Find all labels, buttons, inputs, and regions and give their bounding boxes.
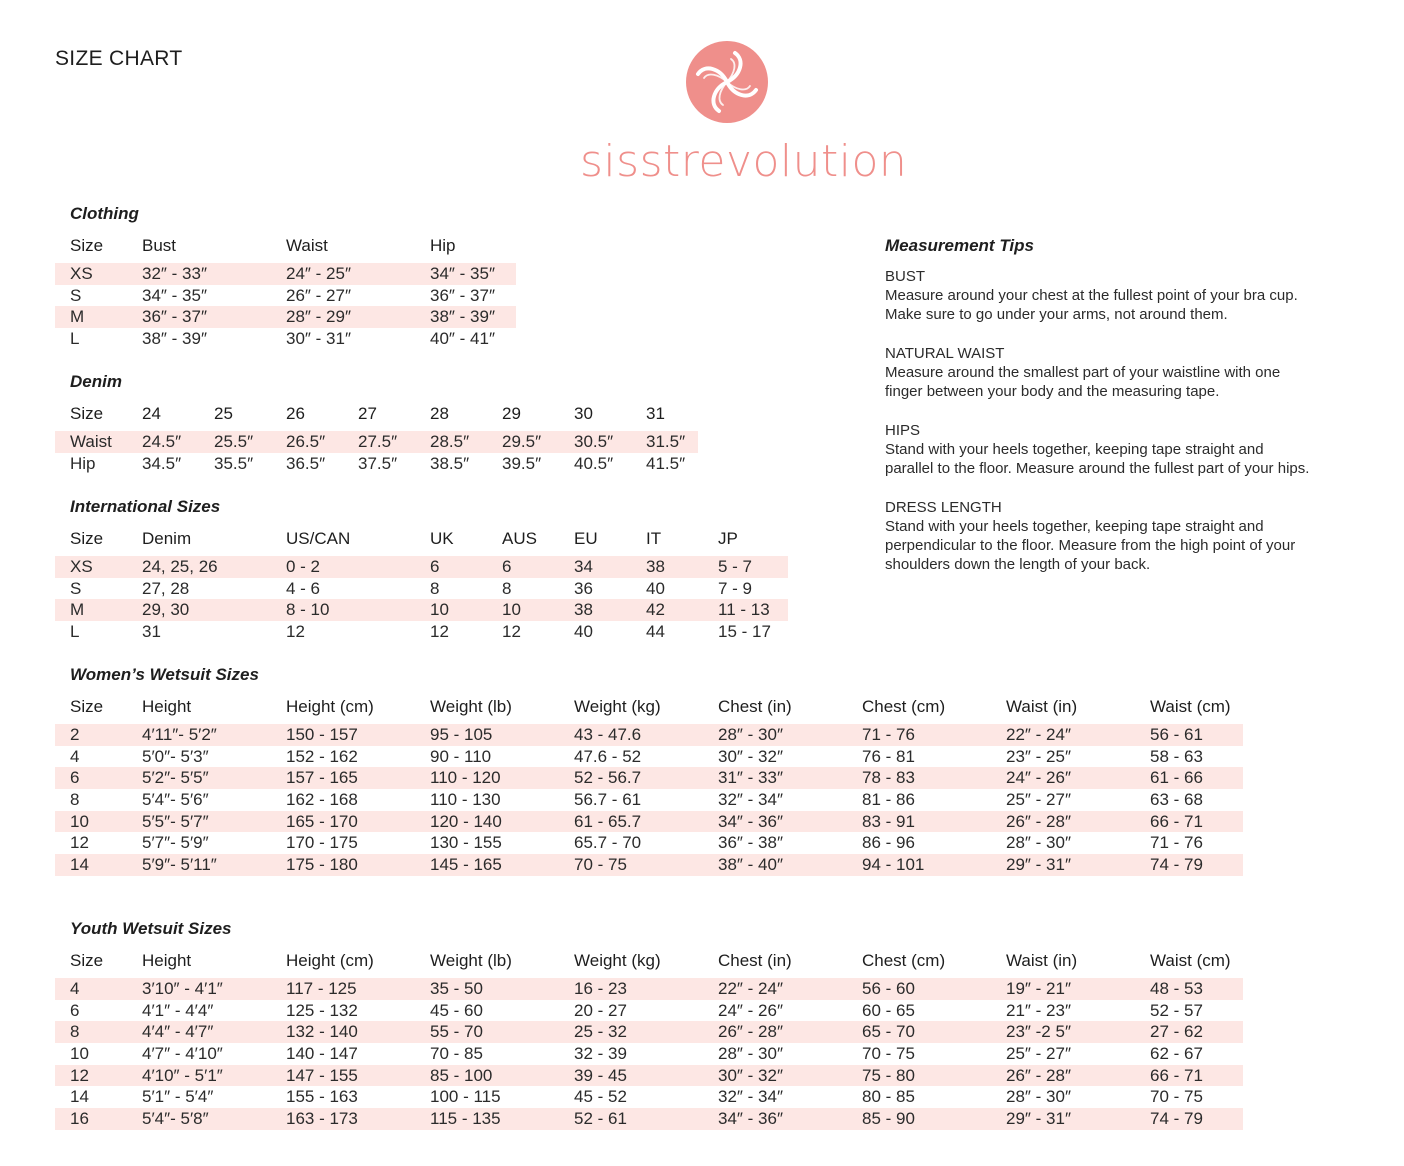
table-cell: 4: [70, 979, 80, 998]
table-cell: 23″ -2 5″: [1006, 1022, 1071, 1042]
table-cell: 12: [70, 833, 89, 853]
table-cell: 175 - 180: [286, 855, 358, 875]
table-cell: 76 - 81: [862, 746, 915, 766]
column-header: Height (cm): [286, 697, 374, 716]
table-cell: 7 - 9: [718, 578, 753, 598]
table-cell: 26″ - 28″: [718, 1022, 783, 1042]
table-cell: 25 - 32: [574, 1022, 627, 1042]
tip-text: Measure around the smallest part of your waistline with one: [885, 364, 1281, 381]
table-cell: 36″ - 38″: [718, 833, 783, 853]
table-cell: 24.5″: [142, 432, 182, 451]
table-row: [55, 978, 1243, 1000]
table-cell: 35.5″: [214, 453, 254, 473]
table-cell: 32 - 39: [574, 1044, 627, 1064]
table-row: [55, 263, 516, 285]
table-cell: 36″ - 37″: [430, 285, 495, 305]
table-cell: 30.5″: [574, 432, 614, 451]
table-cell: 40: [574, 622, 593, 642]
table-cell: 14: [70, 1087, 89, 1107]
table-cell: 23″ - 25″: [1006, 746, 1071, 766]
table-cell: 115 - 135: [430, 1109, 501, 1129]
table-cell: 14: [70, 855, 89, 875]
table-cell: 85 - 90: [862, 1109, 915, 1129]
table-cell: 80 - 85: [862, 1087, 915, 1107]
table-cell: 10: [70, 811, 89, 831]
table-cell: 36: [574, 578, 593, 598]
table-cell: 27, 28: [142, 578, 190, 598]
table-cell: 117 - 125: [286, 979, 357, 998]
table-cell: 48 - 53: [1150, 979, 1203, 998]
column-header: JP: [718, 529, 738, 548]
tip-text: Measure around your chest at the fullest point of your bra cup.: [885, 287, 1298, 304]
table-cell: 38″ - 39″: [430, 307, 495, 327]
measurement-tips: [885, 236, 1355, 594]
table-cell: 90 - 110: [430, 746, 492, 766]
table-cell: 28″ - 30″: [718, 1044, 783, 1064]
table-row: [55, 811, 1243, 833]
table-cell: 29, 30: [142, 600, 190, 620]
column-header: Size: [70, 404, 104, 423]
tip-item: [885, 344, 1355, 401]
table-cell: 163 - 173: [286, 1109, 358, 1129]
youth-wetsuit-title: Youth Wetsuit Sizes: [70, 919, 232, 938]
table-cell: 140 - 147: [286, 1044, 358, 1064]
table-cell: 5′4″- 5′8″: [142, 1109, 209, 1129]
table-cell: 25″ - 27″: [1006, 790, 1071, 810]
table-header: [55, 696, 1243, 718]
column-header: Height: [142, 697, 192, 716]
table-cell: 22″ - 24″: [718, 979, 783, 998]
table-cell: 8: [70, 790, 80, 810]
womens-wetsuit-title: Women’s Wetsuit Sizes: [70, 665, 259, 684]
table-cell: 132 - 140: [286, 1022, 358, 1042]
column-header: 28: [430, 404, 449, 423]
tip-text: shoulders down the length of your back.: [885, 556, 1151, 573]
tip-text: parallel to the floor. Measure around the fullest part of your hips.: [885, 460, 1310, 477]
column-header: Weight (lb): [430, 951, 512, 970]
column-header: Size: [70, 529, 104, 548]
table-cell: M: [70, 307, 85, 327]
table-cell: 12: [70, 1065, 89, 1085]
table-cell: 44: [646, 622, 665, 642]
table-cell: 30″ - 32″: [718, 1065, 783, 1085]
table-row: [55, 285, 516, 307]
table-cell: 22″ - 24″: [1006, 725, 1071, 744]
table-cell: 34: [574, 557, 593, 576]
table-cell: 25″ - 27″: [1006, 1044, 1071, 1064]
table-row: [55, 1086, 1243, 1108]
column-header: Size: [70, 697, 104, 716]
table-cell: 38″ - 39″: [142, 329, 207, 349]
table-cell: 37.5″: [358, 453, 398, 473]
table-row: [55, 767, 1243, 789]
table-cell: 42: [646, 600, 665, 620]
clothing-title: Clothing: [70, 204, 139, 223]
table-cell: 24″ - 25″: [286, 264, 351, 283]
table-cell: 86 - 96: [862, 833, 915, 853]
table-cell: 15 - 17: [718, 622, 771, 642]
brand-logo: [580, 40, 908, 190]
table-row: [55, 599, 788, 621]
table-row: [55, 1021, 1243, 1043]
table-cell: 4′7″ - 4′10″: [142, 1044, 223, 1064]
table-cell: 31: [142, 622, 161, 642]
tips-title: Measurement Tips: [885, 236, 1034, 255]
table-cell: 24″ - 26″: [1006, 768, 1071, 788]
table-cell: 5′0″- 5′3″: [142, 746, 209, 766]
table-cell: 58 - 63: [1150, 746, 1203, 766]
table-cell: 10: [502, 600, 521, 620]
table-cell: 4′10″ - 5′1″: [142, 1065, 223, 1085]
table-cell: 35 - 50: [430, 979, 483, 998]
table-cell: 65.7 - 70: [574, 833, 642, 853]
table-cell: 94 - 101: [862, 855, 925, 875]
column-header: Waist (in): [1006, 697, 1078, 716]
table-cell: 28.5″: [430, 432, 470, 451]
table-cell: Waist: [70, 432, 112, 451]
table-row: [55, 306, 516, 328]
table-cell: XS: [70, 264, 93, 283]
column-header: Denim: [142, 529, 192, 548]
tip-text: perpendicular to the floor. Measure from the high point of your: [885, 537, 1296, 554]
table-row: [55, 453, 698, 475]
table-row: [55, 328, 516, 350]
table-cell: S: [70, 578, 82, 598]
tip-text: finger between your body and the measuring tape.: [885, 383, 1220, 400]
table-cell: 70 - 75: [574, 855, 627, 875]
table-cell: 70 - 85: [430, 1044, 483, 1064]
table-cell: 52 - 61: [574, 1109, 627, 1129]
table-cell: 110 - 130: [430, 790, 501, 810]
column-header: Chest (cm): [862, 951, 946, 970]
column-header: Chest (in): [718, 697, 792, 716]
table-cell: 3′10″ - 4′1″: [142, 979, 223, 998]
table-row: [55, 789, 1243, 811]
column-header: Bust: [142, 236, 177, 255]
column-header: Waist (in): [1006, 951, 1078, 970]
table-cell: 65 - 70: [862, 1022, 915, 1042]
table-cell: 83 - 91: [862, 811, 915, 831]
table-cell: 43 - 47.6: [574, 725, 642, 744]
table-cell: 56 - 61: [1150, 725, 1203, 744]
table-row: [55, 746, 1243, 768]
table-cell: 81 - 86: [862, 790, 915, 810]
swirl-logo-icon: [580, 40, 880, 130]
table-cell: 39.5″: [502, 453, 542, 473]
table-cell: 157 - 165: [286, 768, 358, 788]
table-cell: 5′7″- 5′9″: [142, 833, 209, 853]
table-cell: 47.6 - 52: [574, 746, 642, 766]
table-cell: 85 - 100: [430, 1065, 493, 1085]
table-row: [55, 854, 1243, 876]
denim-title: Denim: [70, 372, 122, 391]
table-row: [55, 1043, 1243, 1065]
column-header: 30: [574, 404, 593, 423]
table-cell: 125 - 132: [286, 1000, 358, 1020]
table-cell: 52 - 57: [1150, 1000, 1203, 1020]
table-cell: 56.7 - 61: [574, 790, 642, 810]
column-header: 24: [142, 404, 161, 423]
table-row: [55, 1000, 1243, 1022]
table-cell: 147 - 155: [286, 1065, 358, 1085]
table-cell: 36″ - 37″: [142, 307, 207, 327]
table-cell: 38.5″: [430, 453, 470, 473]
table-cell: 26″ - 28″: [1006, 811, 1071, 831]
table-cell: 4′11″- 5′2″: [142, 725, 217, 744]
table-cell: 100 - 115: [430, 1087, 501, 1107]
table-row: [55, 724, 1243, 746]
table-cell: 62 - 67: [1150, 1044, 1203, 1064]
table-cell: 26″ - 27″: [286, 285, 351, 305]
tip-heading: DRESS LENGTH: [885, 499, 1002, 516]
column-header: Weight (lb): [430, 697, 512, 716]
table-cell: 29″ - 31″: [1006, 1109, 1071, 1129]
table-cell: 5 - 7: [718, 557, 753, 576]
table-cell: 28″ - 29″: [286, 307, 351, 327]
table-cell: 6: [70, 768, 80, 788]
table-cell: 5′5″- 5′7″: [142, 811, 209, 831]
table-cell: 40″ - 41″: [430, 329, 495, 349]
table-cell: 4 - 6: [286, 578, 321, 598]
column-header: Size: [70, 951, 104, 970]
table-cell: 32″ - 33″: [142, 264, 207, 283]
table-cell: 19″ - 21″: [1006, 979, 1071, 998]
youth-wetsuit-table: [55, 950, 1243, 1130]
table-cell: 34″ - 36″: [718, 1109, 783, 1129]
table-row: [55, 578, 788, 600]
table-cell: 4′1″ - 4′4″: [142, 1000, 214, 1020]
table-cell: 36.5″: [286, 453, 326, 473]
table-header: [55, 950, 1243, 972]
table-cell: 28″ - 30″: [1006, 833, 1071, 853]
table-cell: 95 - 105: [430, 725, 493, 744]
tip-item: [885, 267, 1355, 324]
table-cell: 71 - 76: [862, 725, 915, 744]
column-header: Size: [70, 236, 104, 255]
table-cell: 74 - 79: [1150, 855, 1203, 875]
table-cell: 6: [70, 1000, 80, 1020]
table-cell: 70 - 75: [1150, 1087, 1203, 1107]
table-cell: 16: [70, 1109, 89, 1129]
tip-item: [885, 421, 1355, 478]
table-cell: 152 - 162: [286, 746, 358, 766]
table-cell: 63 - 68: [1150, 790, 1203, 810]
table-cell: 12: [430, 622, 449, 642]
table-cell: 155 - 163: [286, 1087, 358, 1107]
table-row: [55, 431, 698, 453]
table-cell: 75 - 80: [862, 1065, 915, 1085]
table-cell: 27 - 62: [1150, 1022, 1203, 1042]
column-header: Height (cm): [286, 951, 374, 970]
table-row: [55, 556, 788, 578]
column-header: Waist (cm): [1150, 697, 1231, 716]
table-cell: 29.5″: [502, 432, 542, 451]
column-header: 26: [286, 404, 305, 423]
international-table: [55, 528, 788, 643]
table-cell: M: [70, 600, 85, 620]
table-cell: 28″ - 30″: [1006, 1087, 1071, 1107]
womens-wetsuit-table: [55, 696, 1243, 876]
tip-text: Stand with your heels together, keeping tape straight and: [885, 518, 1264, 535]
column-header: Weight (kg): [574, 697, 661, 716]
column-header: Chest (cm): [862, 697, 946, 716]
table-header: [55, 235, 516, 257]
column-header: 29: [502, 404, 521, 423]
table-cell: 162 - 168: [286, 790, 358, 810]
table-cell: 70 - 75: [862, 1044, 915, 1064]
table-row: [55, 1108, 1243, 1130]
table-header: [55, 528, 788, 550]
table-cell: 120 - 140: [430, 811, 502, 831]
table-cell: 5′9″- 5′11″: [142, 855, 217, 875]
tip-text: Make sure to go under your arms, not around them.: [885, 306, 1228, 323]
table-cell: 5′1″ - 5′4″: [142, 1087, 214, 1107]
table-cell: Hip: [70, 453, 96, 473]
table-cell: 2: [70, 725, 80, 744]
table-cell: 40.5″: [574, 453, 614, 473]
column-header: 31: [646, 404, 665, 423]
table-cell: 170 - 175: [286, 833, 358, 853]
table-cell: L: [70, 329, 80, 349]
table-cell: 24″ - 26″: [718, 1000, 783, 1020]
table-cell: 25.5″: [214, 432, 254, 451]
table-header: [55, 403, 698, 425]
table-cell: 29″ - 31″: [1006, 855, 1071, 875]
table-cell: 34.5″: [142, 453, 182, 473]
brand-name: sisstrevolution: [580, 136, 908, 187]
table-cell: 66 - 71: [1150, 1065, 1203, 1085]
table-cell: 145 - 165: [430, 855, 502, 875]
table-cell: 26.5″: [286, 432, 326, 451]
table-cell: 8: [70, 1022, 80, 1042]
tip-item: [885, 498, 1355, 574]
table-cell: 56 - 60: [862, 979, 915, 998]
table-cell: 38: [646, 557, 665, 576]
table-cell: 31″ - 33″: [718, 768, 783, 788]
table-cell: 5′4″- 5′6″: [142, 790, 209, 810]
column-header: Waist (cm): [1150, 951, 1231, 970]
table-cell: 38: [574, 600, 593, 620]
table-cell: 45 - 60: [430, 1000, 483, 1020]
table-cell: 55 - 70: [430, 1022, 483, 1042]
tip-text: Stand with your heels together, keeping tape straight and: [885, 441, 1264, 458]
table-cell: 24, 25, 26: [142, 557, 218, 576]
tip-heading: HIPS: [885, 422, 921, 439]
table-cell: 32″ - 34″: [718, 1087, 783, 1107]
column-header: AUS: [502, 529, 537, 548]
international-title: International Sizes: [70, 497, 221, 516]
table-cell: L: [70, 622, 80, 642]
table-cell: 34″ - 36″: [718, 811, 783, 831]
table-cell: 12: [502, 622, 521, 642]
table-row: [55, 1065, 1243, 1087]
column-header: Waist: [286, 236, 328, 255]
column-header: EU: [574, 529, 598, 548]
table-cell: 5′2″- 5′5″: [142, 768, 209, 788]
table-cell: 78 - 83: [862, 768, 915, 788]
table-cell: 40: [646, 578, 665, 598]
table-cell: 45 - 52: [574, 1087, 627, 1107]
table-cell: 16 - 23: [574, 979, 627, 998]
column-header: 27: [358, 404, 377, 423]
table-cell: 28″ - 30″: [718, 725, 783, 744]
table-cell: 20 - 27: [574, 1000, 627, 1020]
table-cell: 27.5″: [358, 432, 398, 451]
table-cell: 0 - 2: [286, 557, 321, 576]
column-header: IT: [646, 529, 662, 548]
table-cell: 30″ - 31″: [286, 329, 351, 349]
table-cell: 34″ - 35″: [142, 285, 207, 305]
table-cell: 4′4″ - 4′7″: [142, 1022, 214, 1042]
table-cell: 41.5″: [646, 453, 686, 473]
column-header: UK: [430, 529, 454, 548]
table-cell: S: [70, 285, 82, 305]
column-header: Weight (kg): [574, 951, 661, 970]
column-header: Hip: [430, 236, 456, 255]
table-cell: 150 - 157: [286, 725, 358, 744]
table-cell: 30″ - 32″: [718, 746, 783, 766]
table-cell: 8: [502, 578, 512, 598]
table-cell: 6: [502, 557, 512, 576]
table-cell: XS: [70, 557, 93, 576]
table-cell: 21″ - 23″: [1006, 1000, 1071, 1020]
table-cell: 38″ - 40″: [718, 855, 783, 875]
table-cell: 74 - 79: [1150, 1109, 1203, 1129]
tip-heading: BUST: [885, 268, 926, 285]
table-cell: 32″ - 34″: [718, 790, 783, 810]
table-cell: 31.5″: [646, 432, 686, 451]
table-cell: 10: [430, 600, 449, 620]
column-header: Height: [142, 951, 192, 970]
table-cell: 60 - 65: [862, 1000, 915, 1020]
table-cell: 34″ - 35″: [430, 264, 495, 283]
column-header: Chest (in): [718, 951, 792, 970]
table-cell: 6: [430, 557, 440, 576]
table-cell: 4: [70, 746, 80, 766]
tip-heading: NATURAL WAIST: [885, 345, 1005, 362]
table-cell: 66 - 71: [1150, 811, 1203, 831]
table-cell: 8 - 10: [286, 600, 330, 620]
table-cell: 165 - 170: [286, 811, 358, 831]
table-cell: 39 - 45: [574, 1065, 627, 1085]
table-cell: 10: [70, 1044, 89, 1064]
table-cell: 26″ - 28″: [1006, 1065, 1071, 1085]
table-cell: 12: [286, 622, 305, 642]
table-cell: 52 - 56.7: [574, 768, 642, 788]
table-row: [55, 621, 788, 643]
table-cell: 71 - 76: [1150, 833, 1203, 853]
column-header: 25: [214, 404, 233, 423]
column-header: US/CAN: [286, 529, 351, 548]
table-cell: 130 - 155: [430, 833, 502, 853]
table-row: [55, 832, 1243, 854]
table-cell: 110 - 120: [430, 768, 501, 788]
table-cell: 11 - 13: [718, 600, 770, 620]
table-cell: 61 - 66: [1150, 768, 1203, 788]
table-cell: 8: [430, 578, 440, 598]
page-title: SIZE CHART: [55, 47, 183, 70]
table-cell: 61 - 65.7: [574, 811, 642, 831]
clothing-table: [55, 235, 516, 350]
denim-table: [55, 403, 698, 474]
